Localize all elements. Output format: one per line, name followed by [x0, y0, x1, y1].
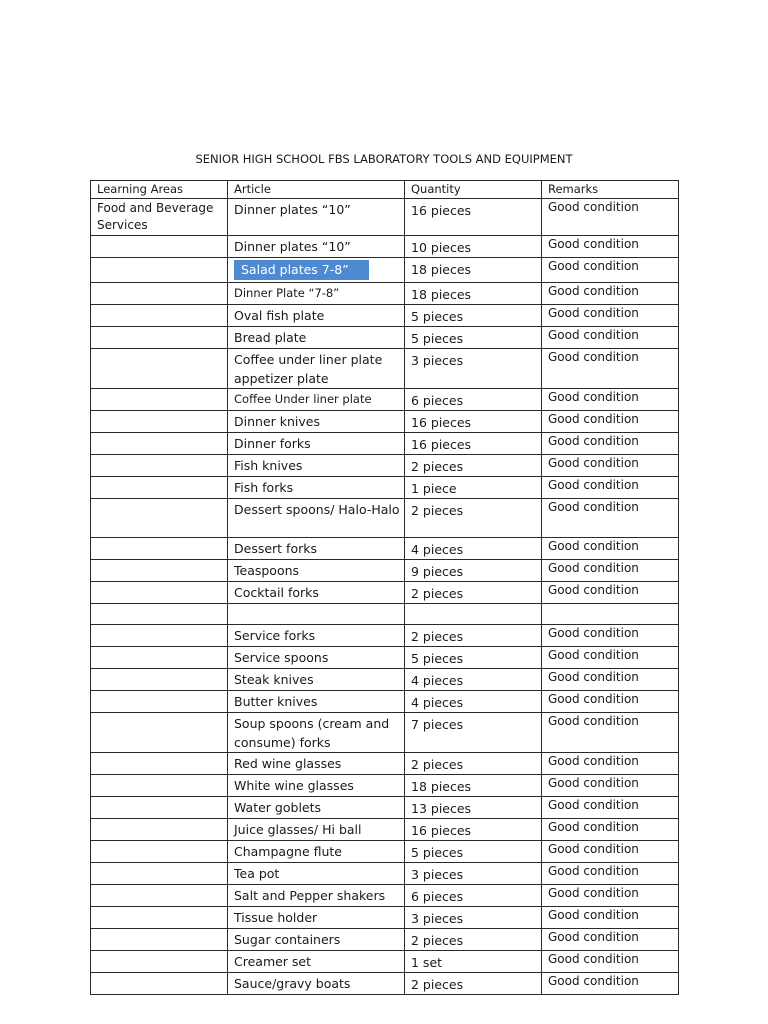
- cell-remarks: Good condition: [542, 433, 679, 455]
- cell-article: Juice glasses/ Hi ball: [228, 819, 405, 841]
- document-title: SENIOR HIGH SCHOOL FBS LABORATORY TOOLS AND EQUIPMENT: [195, 152, 573, 166]
- cell-learning-area: [91, 455, 228, 477]
- cell-quantity: 2 pieces: [405, 753, 542, 775]
- cell-remarks: Good condition: [542, 582, 679, 604]
- cell-learning-area: [91, 797, 228, 819]
- cell-article: Creamer set: [228, 951, 405, 973]
- cell-remarks: Good condition: [542, 258, 679, 283]
- header-remarks: Remarks: [542, 181, 679, 199]
- cell-learning-area: [91, 907, 228, 929]
- cell-article: Soup spoons (cream and consume) forks: [228, 713, 405, 753]
- cell-quantity: 3 pieces: [405, 907, 542, 929]
- cell-article: Bread plate: [228, 327, 405, 349]
- cell-article: Dessert spoons/ Halo-Halo: [228, 499, 405, 538]
- cell-learning-area: [91, 411, 228, 433]
- cell-quantity: 1 set: [405, 951, 542, 973]
- cell-quantity: 4 pieces: [405, 669, 542, 691]
- cell-learning-area: [91, 477, 228, 499]
- cell-learning-area: Food and Beverage Services: [91, 199, 228, 236]
- cell-learning-area: [91, 433, 228, 455]
- cell-quantity: 4 pieces: [405, 538, 542, 560]
- cell-quantity: 7 pieces: [405, 713, 542, 753]
- cell-article: Dinner knives: [228, 411, 405, 433]
- cell-article: White wine glasses: [228, 775, 405, 797]
- cell-remarks: Good condition: [542, 951, 679, 973]
- cell-article: Service forks: [228, 625, 405, 647]
- cell-quantity: 2 pieces: [405, 455, 542, 477]
- cell-remarks: Good condition: [542, 753, 679, 775]
- table-row: [91, 929, 679, 951]
- table-row: [91, 625, 679, 647]
- table-row: [91, 455, 679, 477]
- cell-learning-area: [91, 691, 228, 713]
- table-row: [91, 713, 679, 753]
- cell-quantity: 13 pieces: [405, 797, 542, 819]
- cell-quantity: 16 pieces: [405, 411, 542, 433]
- cell-quantity: 18 pieces: [405, 775, 542, 797]
- table-row: [91, 647, 679, 669]
- cell-quantity: 5 pieces: [405, 647, 542, 669]
- cell-article: Coffee Under liner plate: [228, 389, 405, 411]
- table-row: [91, 753, 679, 775]
- table-row: [91, 973, 679, 995]
- cell-remarks: Good condition: [542, 560, 679, 582]
- cell-remarks: [542, 604, 679, 625]
- cell-remarks: Good condition: [542, 841, 679, 863]
- table-row: [91, 389, 679, 411]
- table-row: [91, 885, 679, 907]
- table-row: [91, 499, 679, 538]
- cell-learning-area: [91, 349, 228, 389]
- cell-quantity: 2 pieces: [405, 582, 542, 604]
- cell-article: Dessert forks: [228, 538, 405, 560]
- cell-article: Champagne flute: [228, 841, 405, 863]
- cell-remarks: Good condition: [542, 477, 679, 499]
- cell-article: Sauce/gravy boats: [228, 973, 405, 995]
- cell-quantity: 2 pieces: [405, 929, 542, 951]
- cell-quantity: 9 pieces: [405, 560, 542, 582]
- cell-learning-area: [91, 753, 228, 775]
- cell-quantity: 3 pieces: [405, 349, 542, 389]
- table-row: [91, 538, 679, 560]
- cell-remarks: Good condition: [542, 199, 679, 236]
- cell-remarks: Good condition: [542, 349, 679, 389]
- cell-remarks: Good condition: [542, 819, 679, 841]
- cell-article: Dinner plates “10”: [228, 236, 405, 258]
- table-row: [91, 305, 679, 327]
- cell-learning-area: [91, 283, 228, 305]
- cell-remarks: Good condition: [542, 411, 679, 433]
- cell-quantity: 16 pieces: [405, 819, 542, 841]
- table-row: [91, 433, 679, 455]
- cell-learning-area: [91, 775, 228, 797]
- cell-quantity: 18 pieces: [405, 258, 542, 283]
- table-row: [91, 258, 679, 283]
- cell-quantity: 6 pieces: [405, 885, 542, 907]
- cell-article: Sugar containers: [228, 929, 405, 951]
- table-row: [91, 951, 679, 973]
- cell-quantity: 3 pieces: [405, 863, 542, 885]
- table-row-empty: [91, 604, 679, 625]
- table-row: [91, 560, 679, 582]
- cell-article: Red wine glasses: [228, 753, 405, 775]
- cell-learning-area: [91, 258, 228, 283]
- cell-remarks: Good condition: [542, 885, 679, 907]
- cell-learning-area: [91, 951, 228, 973]
- cell-quantity: 2 pieces: [405, 973, 542, 995]
- cell-remarks: Good condition: [542, 691, 679, 713]
- table-row: [91, 349, 679, 389]
- header-learning-areas: Learning Areas: [91, 181, 228, 199]
- cell-quantity: 5 pieces: [405, 327, 542, 349]
- cell-quantity: 4 pieces: [405, 691, 542, 713]
- cell-remarks: Good condition: [542, 455, 679, 477]
- table-row: [91, 819, 679, 841]
- cell-article: Water goblets: [228, 797, 405, 819]
- cell-article: [228, 258, 405, 283]
- cell-learning-area: [91, 713, 228, 753]
- cell-article: Fish knives: [228, 455, 405, 477]
- cell-remarks: Good condition: [542, 499, 679, 538]
- cell-article: Oval fish plate: [228, 305, 405, 327]
- cell-article: Service spoons: [228, 647, 405, 669]
- cell-quantity: 5 pieces: [405, 841, 542, 863]
- cell-remarks: Good condition: [542, 647, 679, 669]
- cell-learning-area: [91, 929, 228, 951]
- cell-quantity: 5 pieces: [405, 305, 542, 327]
- cell-learning-area: [91, 305, 228, 327]
- cell-article: Steak knives: [228, 669, 405, 691]
- cell-article: Dinner Plate “7-8”: [228, 283, 405, 305]
- cell-remarks: Good condition: [542, 283, 679, 305]
- cell-article: Dinner plates “10”: [228, 199, 405, 236]
- cell-remarks: Good condition: [542, 713, 679, 753]
- cell-remarks: Good condition: [542, 625, 679, 647]
- cell-remarks: Good condition: [542, 389, 679, 411]
- cell-quantity: 10 pieces: [405, 236, 542, 258]
- table-row: [91, 775, 679, 797]
- table-row: [91, 411, 679, 433]
- table-row: [91, 236, 679, 258]
- cell-learning-area: [91, 604, 228, 625]
- cell-quantity: 18 pieces: [405, 283, 542, 305]
- table-row: [91, 477, 679, 499]
- cell-quantity: 2 pieces: [405, 625, 542, 647]
- cell-article: Salt and Pepper shakers: [228, 885, 405, 907]
- cell-quantity: 6 pieces: [405, 389, 542, 411]
- cell-quantity: 16 pieces: [405, 433, 542, 455]
- highlighted-article: Salad plates 7-8”: [234, 260, 369, 280]
- cell-article: Dinner forks: [228, 433, 405, 455]
- cell-remarks: Good condition: [542, 775, 679, 797]
- cell-remarks: Good condition: [542, 929, 679, 951]
- table-row: [91, 582, 679, 604]
- cell-learning-area: [91, 327, 228, 349]
- cell-learning-area: [91, 669, 228, 691]
- cell-learning-area: [91, 863, 228, 885]
- equipment-table: [90, 180, 679, 995]
- cell-remarks: Good condition: [542, 305, 679, 327]
- cell-learning-area: [91, 841, 228, 863]
- cell-learning-area: [91, 236, 228, 258]
- table-row: [91, 327, 679, 349]
- cell-remarks: Good condition: [542, 669, 679, 691]
- cell-article: Cocktail forks: [228, 582, 405, 604]
- cell-remarks: Good condition: [542, 538, 679, 560]
- cell-quantity: 1 piece: [405, 477, 542, 499]
- header-quantity: Quantity: [405, 181, 542, 199]
- cell-remarks: Good condition: [542, 907, 679, 929]
- cell-quantity: 16 pieces: [405, 199, 542, 236]
- table-row: [91, 691, 679, 713]
- cell-quantity: 2 pieces: [405, 499, 542, 538]
- cell-learning-area: [91, 819, 228, 841]
- cell-remarks: Good condition: [542, 863, 679, 885]
- cell-learning-area: [91, 582, 228, 604]
- cell-learning-area: [91, 973, 228, 995]
- cell-remarks: Good condition: [542, 327, 679, 349]
- cell-article: Fish forks: [228, 477, 405, 499]
- cell-learning-area: [91, 560, 228, 582]
- cell-learning-area: [91, 885, 228, 907]
- cell-learning-area: [91, 625, 228, 647]
- table-header-row: [91, 181, 679, 199]
- cell-article: Tissue holder: [228, 907, 405, 929]
- cell-learning-area: [91, 499, 228, 538]
- cell-remarks: Good condition: [542, 236, 679, 258]
- cell-learning-area: [91, 389, 228, 411]
- table-row: [91, 199, 679, 236]
- cell-article: [228, 604, 405, 625]
- table-row: [91, 863, 679, 885]
- table-row: [91, 283, 679, 305]
- header-article: Article: [228, 181, 405, 199]
- cell-remarks: Good condition: [542, 797, 679, 819]
- table-row: [91, 797, 679, 819]
- cell-quantity: [405, 604, 542, 625]
- cell-learning-area: [91, 647, 228, 669]
- table-row: [91, 669, 679, 691]
- cell-article: Tea pot: [228, 863, 405, 885]
- cell-remarks: Good condition: [542, 973, 679, 995]
- table-row: [91, 907, 679, 929]
- table-row: [91, 841, 679, 863]
- cell-article: Coffee under liner plate appetizer plate: [228, 349, 405, 389]
- cell-article: Butter knives: [228, 691, 405, 713]
- cell-learning-area: [91, 538, 228, 560]
- cell-article: Teaspoons: [228, 560, 405, 582]
